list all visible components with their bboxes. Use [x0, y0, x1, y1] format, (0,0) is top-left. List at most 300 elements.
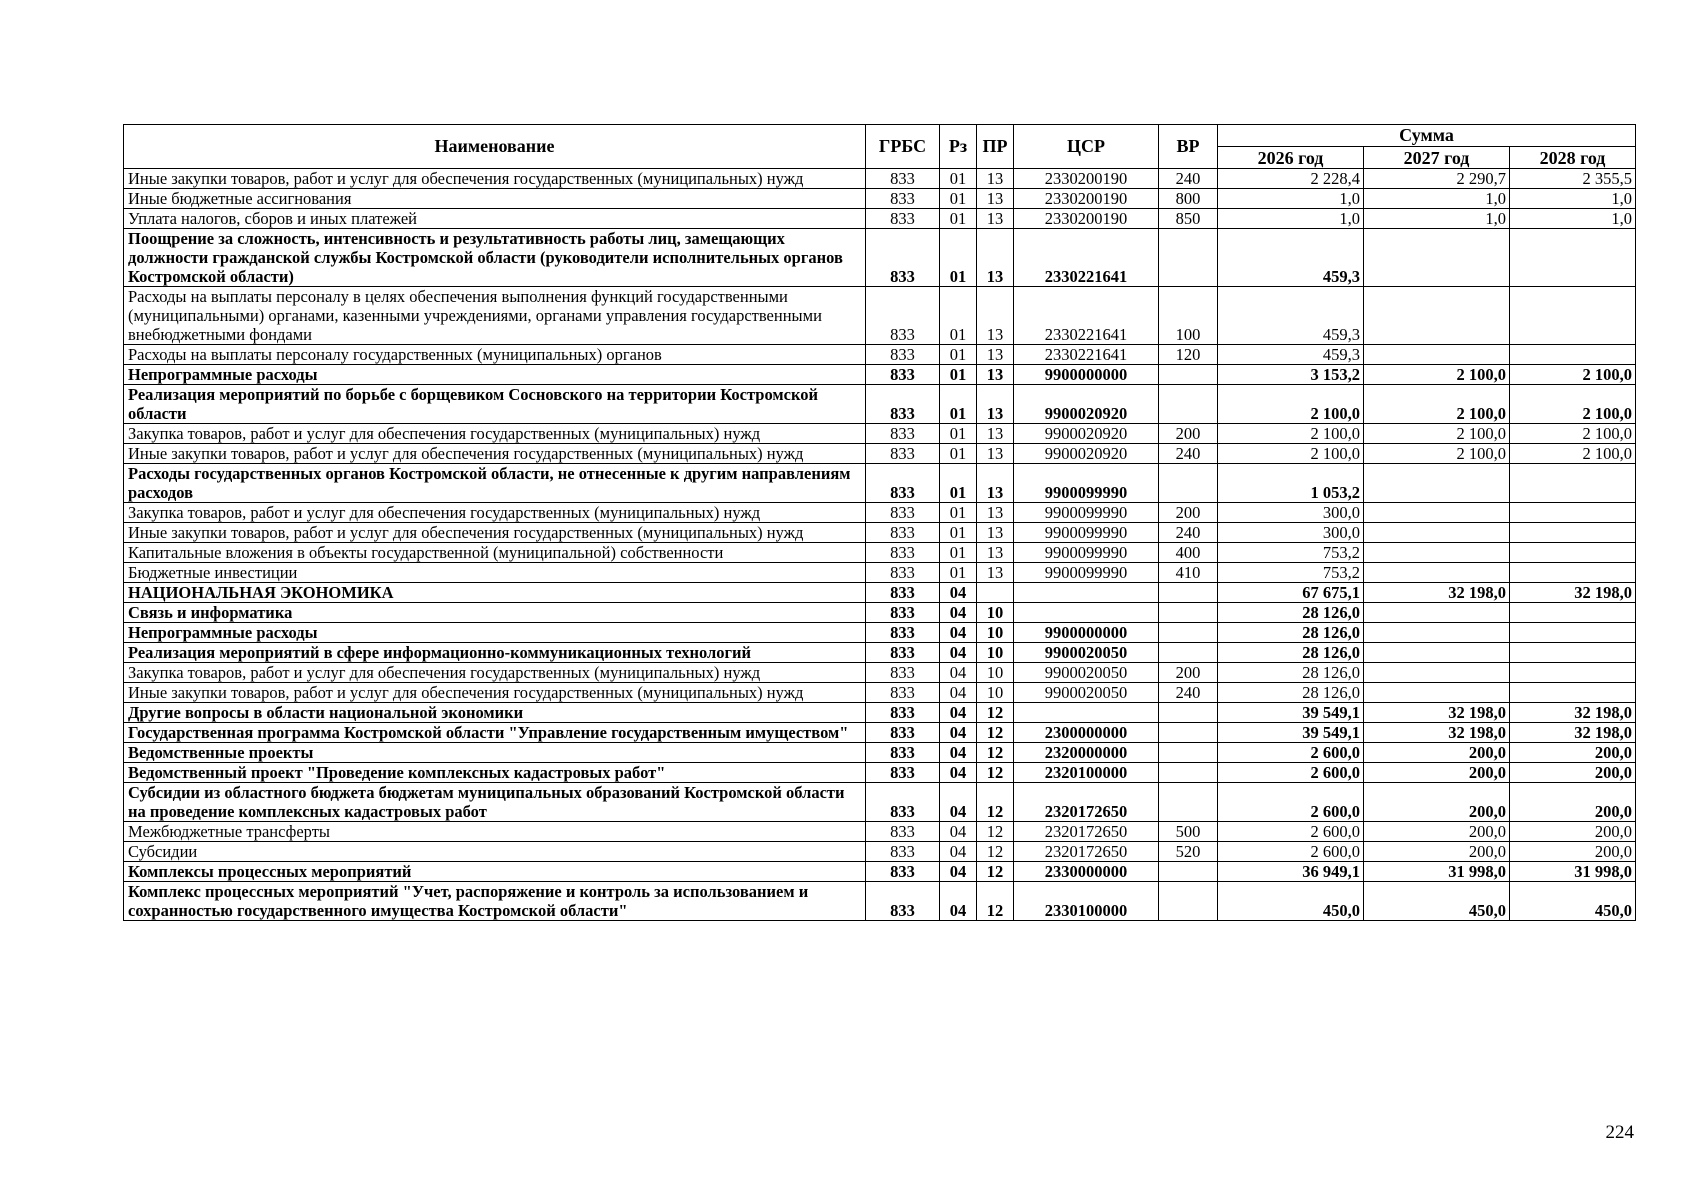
cell-csr: [1014, 583, 1159, 603]
header-year-2028: 2028 год: [1510, 147, 1636, 169]
cell-csr: [1014, 603, 1159, 623]
cell-y2027: [1364, 563, 1510, 583]
cell-vr: [1159, 723, 1218, 743]
cell-vr: 400: [1159, 543, 1218, 563]
cell-pr: 12: [977, 703, 1014, 723]
cell-y2028: [1510, 603, 1636, 623]
cell-y2026: 2 228,4: [1218, 169, 1364, 189]
cell-y2028: 2 100,0: [1510, 424, 1636, 444]
cell-y2028: [1510, 503, 1636, 523]
cell-vr: 520: [1159, 842, 1218, 862]
cell-y2027: [1364, 623, 1510, 643]
cell-vr: 850: [1159, 209, 1218, 229]
cell-y2027: [1364, 603, 1510, 623]
cell-y2028: [1510, 563, 1636, 583]
cell-y2028: 200,0: [1510, 783, 1636, 822]
cell-name: Реализация мероприятий по борьбе с борщевиком Сосновского на территории Костромской области: [124, 385, 866, 424]
cell-grbs: 833: [866, 543, 940, 563]
cell-grbs: 833: [866, 763, 940, 783]
table-row: [124, 229, 1636, 287]
cell-rz: 01: [940, 385, 977, 424]
header-grbs: ГРБС: [866, 125, 940, 169]
cell-grbs: 833: [866, 663, 940, 683]
cell-pr: 13: [977, 287, 1014, 345]
cell-csr: 9900020920: [1014, 424, 1159, 444]
table-header: [124, 125, 1636, 169]
cell-grbs: 833: [866, 703, 940, 723]
cell-grbs: 833: [866, 365, 940, 385]
cell-rz: 01: [940, 503, 977, 523]
cell-csr: 2330100000: [1014, 882, 1159, 921]
cell-y2026: 2 600,0: [1218, 763, 1364, 783]
header-year-2026: 2026 год: [1218, 147, 1364, 169]
cell-y2027: 450,0: [1364, 882, 1510, 921]
cell-y2028: [1510, 464, 1636, 503]
cell-csr: 9900099990: [1014, 523, 1159, 543]
cell-pr: 13: [977, 464, 1014, 503]
cell-csr: 2330200190: [1014, 169, 1159, 189]
cell-y2027: [1364, 683, 1510, 703]
cell-name: Ведомственный проект "Проведение комплексных кадастровых работ": [124, 763, 866, 783]
cell-rz: 01: [940, 444, 977, 464]
cell-name: Субсидии: [124, 842, 866, 862]
cell-y2027: 200,0: [1364, 743, 1510, 763]
table-row: [124, 603, 1636, 623]
cell-vr: 240: [1159, 523, 1218, 543]
cell-rz: 01: [940, 424, 977, 444]
cell-y2028: [1510, 523, 1636, 543]
cell-y2027: 1,0: [1364, 189, 1510, 209]
cell-y2026: 2 100,0: [1218, 444, 1364, 464]
cell-csr: 2320100000: [1014, 763, 1159, 783]
cell-grbs: 833: [866, 209, 940, 229]
cell-grbs: 833: [866, 503, 940, 523]
cell-y2028: 200,0: [1510, 822, 1636, 842]
cell-name: Комплексы процессных мероприятий: [124, 862, 866, 882]
cell-name: Поощрение за сложность, интенсивность и результативность работы лиц, замещающих должности гражданской службы Костромской области (руководители исполнительных органов Костромской области): [124, 229, 866, 287]
cell-name: Закупка товаров, работ и услуг для обеспечения государственных (муниципальных) нужд: [124, 424, 866, 444]
cell-y2027: [1364, 345, 1510, 365]
cell-pr: 10: [977, 683, 1014, 703]
cell-rz: 04: [940, 783, 977, 822]
cell-rz: 04: [940, 882, 977, 921]
cell-y2028: 200,0: [1510, 743, 1636, 763]
cell-y2028: [1510, 543, 1636, 563]
cell-vr: 800: [1159, 189, 1218, 209]
cell-y2028: 450,0: [1510, 882, 1636, 921]
cell-name: Закупка товаров, работ и услуг для обеспечения государственных (муниципальных) нужд: [124, 663, 866, 683]
cell-grbs: 833: [866, 882, 940, 921]
cell-pr: 13: [977, 563, 1014, 583]
cell-grbs: 833: [866, 623, 940, 643]
table-row: [124, 882, 1636, 921]
cell-y2027: 1,0: [1364, 209, 1510, 229]
cell-rz: 04: [940, 763, 977, 783]
cell-rz: 04: [940, 822, 977, 842]
cell-pr: 13: [977, 209, 1014, 229]
cell-y2027: 32 198,0: [1364, 723, 1510, 743]
header-sum: Сумма: [1218, 125, 1636, 147]
cell-y2027: 32 198,0: [1364, 583, 1510, 603]
cell-grbs: 833: [866, 189, 940, 209]
table-row: [124, 444, 1636, 464]
table-row: [124, 623, 1636, 643]
cell-rz: 01: [940, 543, 977, 563]
cell-name: Капитальные вложения в объекты государственной (муниципальной) собственности: [124, 543, 866, 563]
cell-y2026: 1,0: [1218, 189, 1364, 209]
cell-y2028: [1510, 663, 1636, 683]
cell-pr: [977, 583, 1014, 603]
cell-y2026: 459,3: [1218, 287, 1364, 345]
cell-rz: 01: [940, 189, 977, 209]
cell-grbs: 833: [866, 229, 940, 287]
cell-y2028: 2 100,0: [1510, 385, 1636, 424]
cell-y2027: 2 100,0: [1364, 444, 1510, 464]
cell-y2027: [1364, 643, 1510, 663]
cell-y2028: 32 198,0: [1510, 723, 1636, 743]
cell-y2028: 1,0: [1510, 189, 1636, 209]
cell-y2027: [1364, 287, 1510, 345]
cell-y2027: 2 100,0: [1364, 385, 1510, 424]
cell-pr: 13: [977, 424, 1014, 444]
cell-pr: 13: [977, 503, 1014, 523]
cell-grbs: 833: [866, 424, 940, 444]
cell-grbs: 833: [866, 385, 940, 424]
cell-grbs: 833: [866, 287, 940, 345]
cell-csr: 9900099990: [1014, 464, 1159, 503]
cell-grbs: 833: [866, 683, 940, 703]
cell-y2028: 32 198,0: [1510, 703, 1636, 723]
cell-vr: 100: [1159, 287, 1218, 345]
cell-y2028: 1,0: [1510, 209, 1636, 229]
cell-y2028: [1510, 229, 1636, 287]
cell-y2028: 200,0: [1510, 842, 1636, 862]
cell-vr: 200: [1159, 503, 1218, 523]
cell-csr: [1014, 703, 1159, 723]
cell-y2026: 67 675,1: [1218, 583, 1364, 603]
cell-grbs: 833: [866, 464, 940, 503]
cell-csr: 2330221641: [1014, 229, 1159, 287]
cell-y2026: 36 949,1: [1218, 862, 1364, 882]
cell-y2027: 2 100,0: [1364, 424, 1510, 444]
cell-y2026: 459,3: [1218, 229, 1364, 287]
cell-name: Расходы государственных органов Костромской области, не отнесенные к другим направлениям расходов: [124, 464, 866, 503]
cell-pr: 13: [977, 444, 1014, 464]
cell-rz: 04: [940, 862, 977, 882]
cell-name: Непрограммные расходы: [124, 365, 866, 385]
table-row: [124, 683, 1636, 703]
header-csr: ЦСР: [1014, 125, 1159, 169]
cell-y2027: 200,0: [1364, 842, 1510, 862]
cell-rz: 01: [940, 287, 977, 345]
cell-name: Непрограммные расходы: [124, 623, 866, 643]
cell-csr: 2330200190: [1014, 209, 1159, 229]
cell-y2026: 2 100,0: [1218, 385, 1364, 424]
cell-y2028: 2 100,0: [1510, 365, 1636, 385]
cell-rz: 01: [940, 365, 977, 385]
cell-name: Государственная программа Костромской области "Управление государственным имуществом": [124, 723, 866, 743]
table-row: [124, 763, 1636, 783]
cell-rz: 04: [940, 583, 977, 603]
table-row: [124, 523, 1636, 543]
cell-csr: 2330221641: [1014, 287, 1159, 345]
cell-csr: 9900020050: [1014, 643, 1159, 663]
cell-name: Иные закупки товаров, работ и услуг для обеспечения государственных (муниципальных) нужд: [124, 523, 866, 543]
cell-grbs: 833: [866, 345, 940, 365]
cell-y2027: [1364, 663, 1510, 683]
cell-y2026: 28 126,0: [1218, 643, 1364, 663]
cell-y2028: 2 355,5: [1510, 169, 1636, 189]
cell-rz: 01: [940, 523, 977, 543]
cell-y2026: 2 600,0: [1218, 842, 1364, 862]
cell-name: Реализация мероприятий в сфере информационно-коммуникационных технологий: [124, 643, 866, 663]
cell-y2026: 1,0: [1218, 209, 1364, 229]
cell-rz: 04: [940, 683, 977, 703]
cell-grbs: 833: [866, 563, 940, 583]
cell-vr: [1159, 583, 1218, 603]
cell-vr: [1159, 763, 1218, 783]
cell-pr: 13: [977, 189, 1014, 209]
cell-vr: [1159, 229, 1218, 287]
cell-csr: 9900020920: [1014, 385, 1159, 424]
table-row: [124, 464, 1636, 503]
table-row: [124, 503, 1636, 523]
page-number: 224: [1605, 1122, 1634, 1143]
cell-pr: 10: [977, 663, 1014, 683]
cell-y2028: [1510, 287, 1636, 345]
cell-rz: 01: [940, 464, 977, 503]
cell-name: НАЦИОНАЛЬНАЯ ЭКОНОМИКА: [124, 583, 866, 603]
header-vr: ВР: [1159, 125, 1218, 169]
table-row: [124, 563, 1636, 583]
cell-name: Межбюджетные трансферты: [124, 822, 866, 842]
cell-vr: 410: [1159, 563, 1218, 583]
cell-vr: 240: [1159, 169, 1218, 189]
cell-vr: [1159, 643, 1218, 663]
cell-vr: 240: [1159, 444, 1218, 464]
cell-grbs: 833: [866, 862, 940, 882]
cell-csr: 2330221641: [1014, 345, 1159, 365]
cell-name: Закупка товаров, работ и услуг для обеспечения государственных (муниципальных) нужд: [124, 503, 866, 523]
cell-name: Связь и информатика: [124, 603, 866, 623]
cell-y2026: 1 053,2: [1218, 464, 1364, 503]
cell-y2026: 28 126,0: [1218, 603, 1364, 623]
table-row: [124, 862, 1636, 882]
cell-pr: 12: [977, 783, 1014, 822]
cell-pr: 12: [977, 743, 1014, 763]
cell-grbs: 833: [866, 603, 940, 623]
cell-csr: 9900020050: [1014, 683, 1159, 703]
cell-y2027: [1364, 543, 1510, 563]
cell-vr: [1159, 743, 1218, 763]
cell-pr: 12: [977, 842, 1014, 862]
cell-rz: 01: [940, 563, 977, 583]
cell-vr: [1159, 703, 1218, 723]
table-row: [124, 287, 1636, 345]
table-row: [124, 583, 1636, 603]
cell-vr: [1159, 385, 1218, 424]
cell-pr: 10: [977, 643, 1014, 663]
cell-csr: 9900020920: [1014, 444, 1159, 464]
cell-pr: 13: [977, 385, 1014, 424]
cell-y2026: 28 126,0: [1218, 663, 1364, 683]
cell-pr: 12: [977, 862, 1014, 882]
cell-grbs: 833: [866, 169, 940, 189]
cell-y2026: 300,0: [1218, 503, 1364, 523]
cell-y2027: [1364, 229, 1510, 287]
cell-csr: 2300000000: [1014, 723, 1159, 743]
cell-grbs: 833: [866, 822, 940, 842]
cell-vr: [1159, 862, 1218, 882]
cell-grbs: 833: [866, 723, 940, 743]
cell-vr: [1159, 365, 1218, 385]
cell-rz: 04: [940, 842, 977, 862]
cell-y2026: 28 126,0: [1218, 683, 1364, 703]
cell-vr: 240: [1159, 683, 1218, 703]
table-row: [124, 209, 1636, 229]
table-row: [124, 169, 1636, 189]
cell-rz: 01: [940, 169, 977, 189]
cell-y2028: [1510, 643, 1636, 663]
cell-y2026: 39 549,1: [1218, 703, 1364, 723]
table-row: [124, 385, 1636, 424]
cell-y2026: 450,0: [1218, 882, 1364, 921]
cell-name: Иные закупки товаров, работ и услуг для обеспечения государственных (муниципальных) нужд: [124, 444, 866, 464]
header-pr: ПР: [977, 125, 1014, 169]
cell-pr: 13: [977, 169, 1014, 189]
cell-pr: 12: [977, 723, 1014, 743]
table-row: [124, 663, 1636, 683]
cell-csr: 2320172650: [1014, 842, 1159, 862]
table-row: [124, 365, 1636, 385]
cell-y2026: 753,2: [1218, 563, 1364, 583]
cell-rz: 04: [940, 723, 977, 743]
cell-grbs: 833: [866, 583, 940, 603]
cell-y2027: 200,0: [1364, 822, 1510, 842]
cell-name: Субсидии из областного бюджета бюджетам муниципальных образований Костромской области на проведение комплексных кадастровых работ: [124, 783, 866, 822]
budget-table: [123, 124, 1636, 921]
cell-y2028: 2 100,0: [1510, 444, 1636, 464]
cell-rz: 04: [940, 743, 977, 763]
cell-rz: 04: [940, 623, 977, 643]
cell-name: Расходы на выплаты персоналу в целях обеспечения выполнения функций государственными (муниципальными) органами, казенными учреждениями, органами управления государственными внебюджетными фондами: [124, 287, 866, 345]
cell-y2026: 300,0: [1218, 523, 1364, 543]
cell-rz: 01: [940, 209, 977, 229]
cell-name: Иные закупки товаров, работ и услуг для обеспечения государственных (муниципальных) нужд: [124, 683, 866, 703]
cell-grbs: 833: [866, 523, 940, 543]
cell-grbs: 833: [866, 643, 940, 663]
cell-vr: [1159, 623, 1218, 643]
cell-vr: [1159, 783, 1218, 822]
cell-grbs: 833: [866, 743, 940, 763]
cell-rz: 04: [940, 643, 977, 663]
table-row: [124, 543, 1636, 563]
cell-csr: 9900000000: [1014, 365, 1159, 385]
cell-rz: 04: [940, 603, 977, 623]
cell-y2027: [1364, 464, 1510, 503]
cell-vr: [1159, 882, 1218, 921]
table-body: [124, 169, 1636, 921]
cell-y2026: 2 600,0: [1218, 783, 1364, 822]
cell-grbs: 833: [866, 783, 940, 822]
cell-name: Иные закупки товаров, работ и услуг для обеспечения государственных (муниципальных) нужд: [124, 169, 866, 189]
cell-vr: 120: [1159, 345, 1218, 365]
cell-y2027: 2 100,0: [1364, 365, 1510, 385]
cell-pr: 13: [977, 543, 1014, 563]
cell-rz: 01: [940, 229, 977, 287]
cell-csr: 9900099990: [1014, 563, 1159, 583]
cell-grbs: 833: [866, 842, 940, 862]
cell-y2028: 31 998,0: [1510, 862, 1636, 882]
cell-y2026: 753,2: [1218, 543, 1364, 563]
cell-y2028: [1510, 683, 1636, 703]
table-row: [124, 783, 1636, 822]
cell-y2026: 3 153,2: [1218, 365, 1364, 385]
cell-name: Другие вопросы в области национальной экономики: [124, 703, 866, 723]
cell-y2026: 2 600,0: [1218, 822, 1364, 842]
cell-y2028: [1510, 623, 1636, 643]
cell-y2028: [1510, 345, 1636, 365]
cell-name: Расходы на выплаты персоналу государственных (муниципальных) органов: [124, 345, 866, 365]
table-row: [124, 723, 1636, 743]
cell-y2026: 28 126,0: [1218, 623, 1364, 643]
cell-pr: 10: [977, 623, 1014, 643]
cell-name: Комплекс процессных мероприятий "Учет, распоряжение и контроль за использованием и сохранностью государственного имущества Костромской области": [124, 882, 866, 921]
cell-y2026: 2 100,0: [1218, 424, 1364, 444]
cell-name: Уплата налогов, сборов и иных платежей: [124, 209, 866, 229]
cell-name: Бюджетные инвестиции: [124, 563, 866, 583]
cell-y2026: 2 600,0: [1218, 743, 1364, 763]
cell-csr: 2320000000: [1014, 743, 1159, 763]
cell-csr: 2320172650: [1014, 783, 1159, 822]
table-row: [124, 703, 1636, 723]
cell-y2027: 31 998,0: [1364, 862, 1510, 882]
cell-rz: 01: [940, 345, 977, 365]
cell-y2028: 32 198,0: [1510, 583, 1636, 603]
cell-vr: 200: [1159, 424, 1218, 444]
cell-pr: 12: [977, 822, 1014, 842]
cell-rz: 04: [940, 663, 977, 683]
cell-y2027: 32 198,0: [1364, 703, 1510, 723]
cell-name: Ведомственные проекты: [124, 743, 866, 763]
cell-csr: 9900020050: [1014, 663, 1159, 683]
cell-csr: 9900099990: [1014, 503, 1159, 523]
cell-vr: [1159, 603, 1218, 623]
cell-pr: 12: [977, 763, 1014, 783]
table-row: [124, 743, 1636, 763]
cell-y2026: 39 549,1: [1218, 723, 1364, 743]
table-row: [124, 345, 1636, 365]
header-rz: Рз: [940, 125, 977, 169]
cell-vr: [1159, 464, 1218, 503]
cell-y2027: 2 290,7: [1364, 169, 1510, 189]
cell-y2027: 200,0: [1364, 763, 1510, 783]
table-row: [124, 643, 1636, 663]
header-year-2027: 2027 год: [1364, 147, 1510, 169]
cell-y2026: 459,3: [1218, 345, 1364, 365]
cell-pr: 13: [977, 365, 1014, 385]
cell-pr: 13: [977, 523, 1014, 543]
table-row: [124, 842, 1636, 862]
cell-y2027: 200,0: [1364, 783, 1510, 822]
cell-pr: 10: [977, 603, 1014, 623]
cell-csr: 2330000000: [1014, 862, 1159, 882]
cell-pr: 12: [977, 882, 1014, 921]
cell-csr: 2320172650: [1014, 822, 1159, 842]
table-row: [124, 424, 1636, 444]
cell-name: Иные бюджетные ассигнования: [124, 189, 866, 209]
table-row: [124, 189, 1636, 209]
